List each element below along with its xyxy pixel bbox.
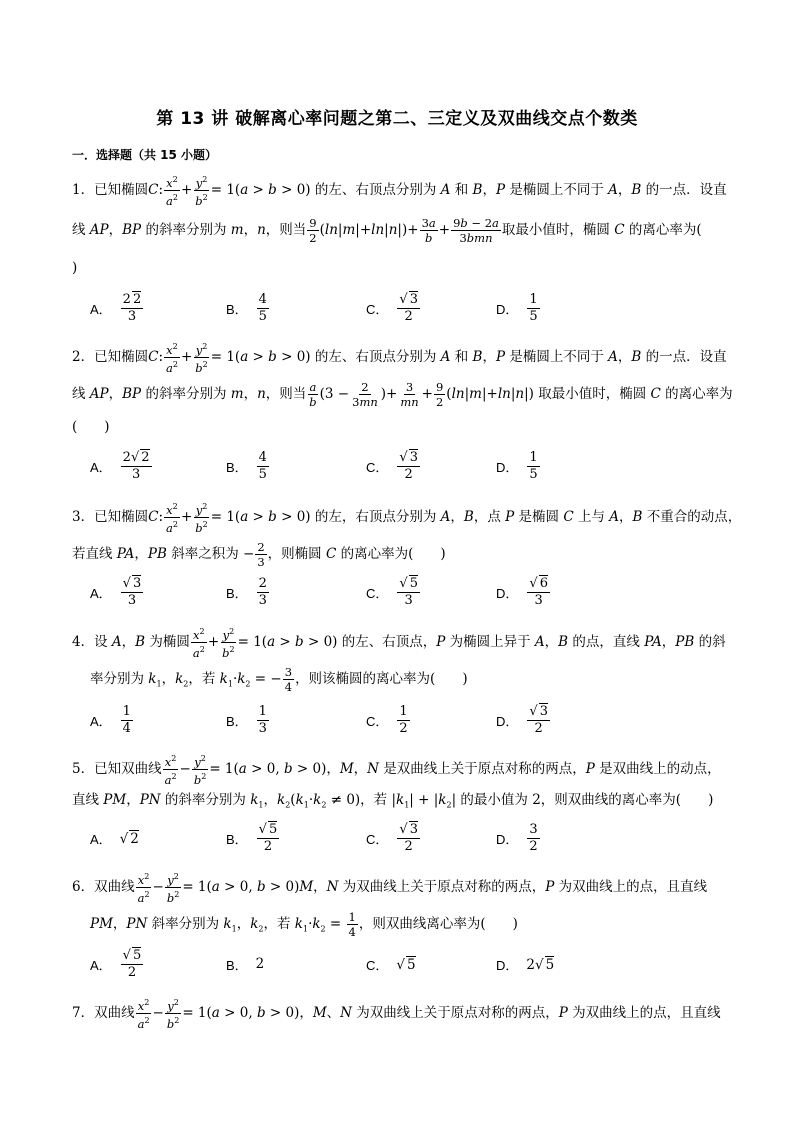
- question-5-options: [90, 820, 710, 856]
- question-3-line-2: 若直线 PA，PB 斜率之积为 − $\frac{2}{3}$ ，则椭圆 C 的离心率为( ): [72, 540, 446, 569]
- question-1-options: [90, 290, 710, 326]
- option-c[interactable]: C． √ 5: [366, 956, 416, 973]
- question-3-options: [90, 574, 710, 610]
- question-2-line-3: ( ): [72, 419, 110, 435]
- question-6-line-2: PM，PN 斜率分别为 $k_1$，$k_2$，若 $k_1\cdot k_2$ = $\frac{1}{4}$ ，则双曲线离心率为( ): [90, 910, 518, 939]
- option-c[interactable]: C． $\frac{√ 3}{2}$: [366, 292, 418, 324]
- question-2-options: [90, 448, 710, 484]
- option-a[interactable]: A． $\frac{2√ 2}{3}$: [90, 450, 150, 482]
- option-a[interactable]: A． $\frac{√ 5}{2}$: [90, 948, 142, 980]
- question-7-line-1: 7．双曲线 $\frac{x^2}{a^2}$ − $\frac{y^2}{b^2}$ = 1(a > 0, b > 0)，M、N 为双曲线上关于原点对称的两点，P 为双曲线上的点，且直线: [72, 998, 721, 1031]
- option-d[interactable]: D． $\frac{1}{5}$: [496, 291, 538, 324]
- option-b[interactable]: B． $\frac{4}{5}$: [226, 291, 267, 324]
- question-1-line-3: ): [72, 260, 78, 276]
- option-d[interactable]: D． 2√ 5: [496, 956, 555, 973]
- option-d[interactable]: D． $\frac{3}{2}$: [496, 821, 538, 854]
- option-b[interactable]: B． $\frac{√ 5}{2}$: [226, 822, 278, 854]
- option-c[interactable]: C． $\frac{√ 3}{2}$: [366, 450, 418, 482]
- option-a[interactable]: A． $\frac{1}{4}$: [90, 703, 131, 736]
- option-b[interactable]: B． 2: [226, 956, 265, 973]
- option-d[interactable]: D． $\frac{√ 3}{2}$: [496, 704, 548, 736]
- option-a[interactable]: A． $\frac{√ 3}{3}$: [90, 576, 142, 608]
- option-a[interactable]: A． √ 2: [90, 830, 139, 847]
- question-4-line-1: 4．设 A，B 为椭圆 $\frac{x^2}{a^2}$ + $\frac{y^2}{b^2}$ = 1(a > b > 0) 的左、右顶点，P 为椭圆上异于 A，B 的点，直线 PA，PB 的斜: [72, 627, 726, 660]
- option-c[interactable]: C． $\frac{√ 3}{2}$: [366, 822, 418, 854]
- question-5-line-2: 直线 PM，PN 的斜率分别为 $k_1$，$k_2(k_1\cdot k_2 \ne 0)$，若 $|k_1| + |k_2|$ 的最小值为 2，则双曲线的离心率为( ): [72, 792, 714, 810]
- option-b[interactable]: B． $\frac{4}{5}$: [226, 449, 267, 482]
- question-3-line-1: 3．已知椭圆C: $\frac{x^2}{a^2}$ + $\frac{y^2}{b^2}$ = 1(a > b > 0) 的左，右顶点分别为 A，B，点 P 是椭圆 C 上与 A，B 不重合的动点，: [72, 502, 742, 535]
- option-a[interactable]: A． $\frac{2 2}{3}$: [90, 292, 142, 324]
- option-b[interactable]: B． $\frac{1}{3}$: [226, 703, 267, 736]
- option-d[interactable]: D． $\frac{√ 6}{3}$: [496, 576, 548, 608]
- option-d[interactable]: D． $\frac{1}{5}$: [496, 449, 538, 482]
- question-5-line-1: 5．已知双曲线 $\frac{x^2}{a^2}$ − $\frac{y^2}{b^2}$ = 1(a > 0, b > 0)，M，N 是双曲线上关于原点对称的两点，P 是双曲线上的动点，: [72, 754, 721, 787]
- question-4-options: [90, 702, 710, 738]
- question-6-line-1: 6．双曲线 $\frac{x^2}{a^2}$ − $\frac{y^2}{b^2}$ = 1(a > 0, b > 0)M，N 为双曲线上关于原点对称的两点，P 为双曲线上的点，且直线: [72, 872, 708, 905]
- option-c[interactable]: C． $\frac{1}{2}$: [366, 703, 408, 736]
- option-c[interactable]: C． $\frac{√ 5}{3}$: [366, 576, 418, 608]
- question-2-line-2: 线 AP，BP 的斜率分别为 m，n，则当 $\frac{a}{b}$ (3 − $\frac{2}{3mn}$ )+ $\frac{3}{mn}$ + $\frac{9}{2}$ (ln|m|+ln|n|) 取最小值时，椭圆 C 的离心率为: [72, 380, 733, 409]
- question-6-options: [90, 946, 710, 982]
- question-4-line-2: 率分别为 $k_1$，$k_2$，若 $k_1\cdot k_2$ = − $\frac{3}{4}$ ，则该椭圆的离心率为( ): [90, 665, 468, 694]
- option-b[interactable]: B． $\frac{2}{3}$: [226, 575, 267, 608]
- question-2-line-1: 2．已知椭圆C: $\frac{x^2}{a^2}$ + $\frac{y^2}{b^2}$ = 1(a > b > 0) 的左、右顶点分别为 A 和 B，P 是椭圆上不同于 A，B 的一点．设直: [72, 342, 727, 375]
- page-title: 第 13 讲 破解离心率问题之第二、三定义及双曲线交点个数类: [156, 109, 638, 129]
- question-1-line-1: 1．已知椭圆C: $\frac{x^2}{a^2}$ + $\frac{y^2}{b^2}$ = 1(a > b > 0) 的左、右顶点分别为 A 和 B，P 是椭圆上不同于 A，B 的一点．设直: [72, 175, 727, 208]
- question-1-line-2: 线 AP，BP 的斜率分别为 m，n，则当 $\frac{9}{2}$ (ln|m|+ln|n|)+ $\frac{3a}{b}$ + $\frac{9b - 2a}{\text{3bmn}}$ 取最小值时，椭圆 C 的离心率为(: [72, 216, 702, 245]
- section-heading: 一．选择题（共 15 小题）: [72, 148, 218, 162]
